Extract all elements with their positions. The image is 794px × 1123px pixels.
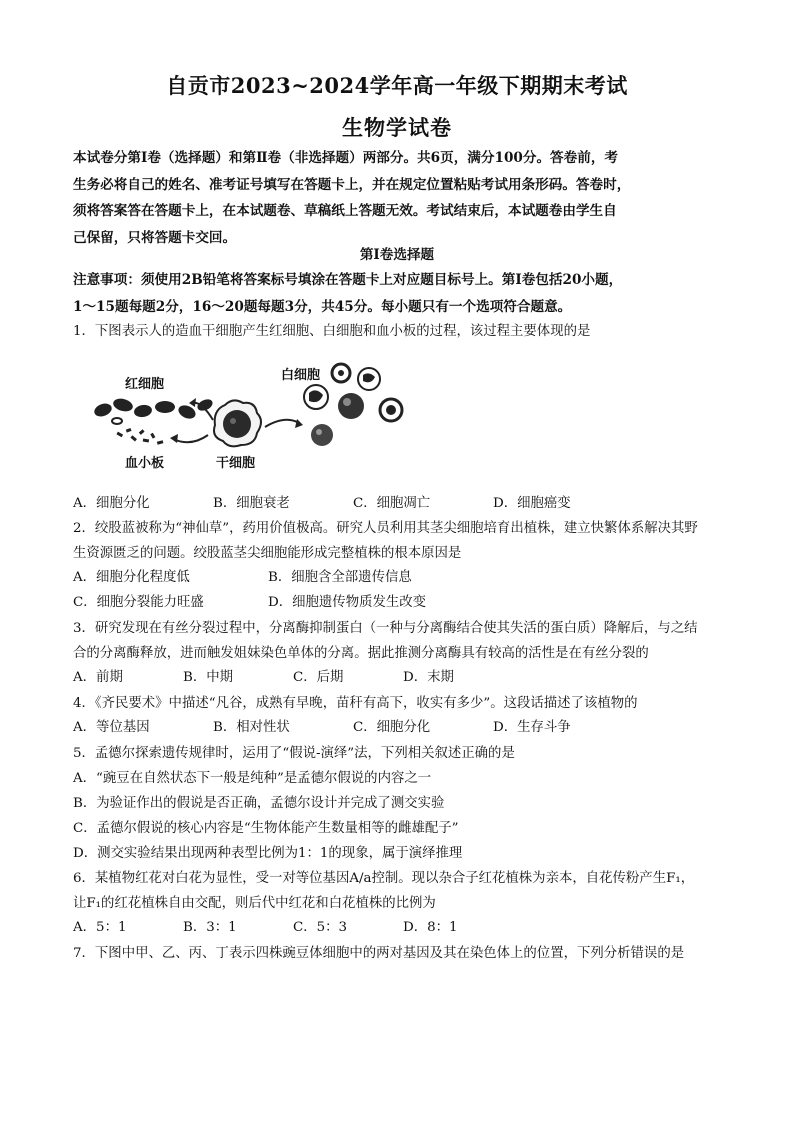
question-7-stem: 7．下图中甲、乙、丙、丁表示四株豌豆体细胞中的两对基因及其在染色体上的位置，下列分析错误的是 bbox=[73, 946, 685, 961]
option-a: A．“豌豆在自然状态下一般是纯种”是孟德尔假说的内容之一 bbox=[73, 771, 432, 786]
question-3-stem bbox=[73, 616, 733, 666]
question-2-stem bbox=[73, 516, 733, 566]
question-2-options-row1 bbox=[73, 566, 733, 591]
question-5-stem: 5．孟德尔探索遗传规律时，运用了“假说-演绎”法，下列相关叙述正确的是 bbox=[73, 746, 515, 761]
option-a: A．5：1 bbox=[73, 920, 127, 935]
arrow-to-white bbox=[265, 420, 299, 427]
arrow-to-platelet-head bbox=[170, 434, 178, 443]
question-3-options bbox=[73, 666, 733, 691]
option-a: A．等位基因 bbox=[73, 720, 150, 735]
option-c: C．细胞分化 bbox=[353, 720, 431, 735]
option-c: C．孟德尔假说的核心内容是“生物体能产生数量相等的雌雄配子” bbox=[73, 821, 459, 836]
option-d: D．测交实验结果出现两种表型比例为1：1的现象，属于演绎推理 bbox=[73, 846, 463, 861]
option-b: B．相对性状 bbox=[213, 720, 290, 735]
option-b: B．中期 bbox=[183, 670, 234, 685]
stem-line: 让F₁的红花植株自由交配，则后代中红花和白花植株的比例为 bbox=[73, 896, 436, 911]
intro-line: 本试卷分第Ⅰ卷（选择题）和第Ⅱ卷（非选择题）两部分。共6页，满分100分。答卷前，考 bbox=[73, 150, 619, 166]
intro-line: 须将答案答在答题卡上，在本试题卷、草稿纸上答题无效。考试结束后，本试题卷由学生自 bbox=[73, 203, 617, 219]
option-d: D．生存斗争 bbox=[493, 720, 571, 735]
intro-paragraph bbox=[73, 145, 733, 251]
stem-cell-diagram bbox=[73, 355, 418, 477]
option-c: C．后期 bbox=[293, 670, 344, 685]
label-red-cell: 红细胞 bbox=[125, 377, 165, 392]
option-c: C．5：3 bbox=[293, 920, 348, 935]
option-a: A．细胞分化 bbox=[73, 496, 150, 511]
label-white-cell: 白细胞 bbox=[281, 368, 321, 383]
notice-line: 注意事项：须使用2B铅笔将答案标号填涂在答题卡上对应题目标号上。第Ⅰ卷包括20小题， bbox=[73, 272, 623, 288]
arrow-to-platelet bbox=[173, 435, 208, 442]
stem-cell-figure bbox=[73, 355, 418, 477]
question-4-stem: 4．《齐民要术》中描述“凡谷，成熟有早晚，苗秆有高下，收实有多少”。这段话描述了该植物的 bbox=[73, 696, 638, 711]
arrow-to-white-head bbox=[295, 419, 303, 428]
option-d: D．细胞癌变 bbox=[493, 496, 571, 511]
question-1-stem: 1．下图表示人的造血干细胞产生红细胞、白细胞和血小板的过程，该过程主要体现的是 bbox=[73, 324, 591, 339]
option-d: D．末期 bbox=[403, 670, 454, 685]
option-b: B．为验证作出的假说是否正确，孟德尔设计并完成了测交实验 bbox=[73, 796, 445, 811]
section-title: 第Ⅰ卷选择题 bbox=[359, 247, 435, 263]
exam-title: 自贡市2023~2024学年高一年级下期期末考试 bbox=[166, 73, 628, 98]
question-6-options bbox=[73, 916, 733, 941]
option-c: C．细胞凋亡 bbox=[353, 496, 431, 511]
label-platelet: 血小板 bbox=[125, 456, 165, 471]
option-b: B．细胞衰老 bbox=[213, 496, 290, 511]
platelets bbox=[116, 428, 163, 445]
stem-line: 3．研究发现在有丝分裂过程中，分离酶抑制蛋白（一种与分离酶结合使其失活的蛋白质）降解后，与之结 bbox=[73, 621, 698, 636]
stem-line: 合的分离酶释放，进而触发姐妹染色单体的分离。据此推测分离酶具有较高的活性是在有丝分裂的 bbox=[73, 646, 649, 661]
option-b: B．细胞含全部遗传信息 bbox=[268, 570, 412, 585]
intro-line: 生务必将自己的姓名、准考证号填写在答题卡上，并在规定位置粘贴考试用条形码。答卷时， bbox=[73, 176, 631, 193]
question-2-options-row2 bbox=[73, 591, 733, 616]
exam-subtitle: 生物学试卷 bbox=[342, 115, 452, 140]
stem-line: 生资源匮乏的问题。绞股蓝茎尖细胞能形成完整植株的根本原因是 bbox=[73, 546, 462, 561]
option-a: A．细胞分化程度低 bbox=[73, 570, 190, 585]
option-c: C．细胞分裂能力旺盛 bbox=[73, 595, 204, 610]
notice-line: 1～15题每题2分，16～20题每题3分，共45分。每小题只有一个选项符合题意。 bbox=[73, 298, 572, 315]
question-1-options bbox=[73, 492, 733, 517]
option-b: B．3：1 bbox=[183, 920, 237, 935]
option-d: D．8：1 bbox=[403, 920, 458, 935]
intro-line: 己保留，只将答题卡交回。 bbox=[73, 229, 237, 246]
stem-line: 2．绞股蓝被称为“神仙草”，药用价值极高。研究人员利用其茎尖细胞培育出植株，建立快繁体系解决其野 bbox=[73, 521, 698, 536]
stem-line: 6．某植物红花对白花为显性，受一对等位基因A/a控制。现以杂合子红花植株为亲本，自花传粉产生F₁， bbox=[73, 871, 695, 886]
section-notice bbox=[73, 267, 733, 320]
red-blood-cells bbox=[92, 397, 214, 424]
label-stem-cell: 干细胞 bbox=[216, 456, 256, 471]
option-a: A．前期 bbox=[73, 670, 123, 685]
stem-cell bbox=[214, 400, 261, 446]
question-5-options bbox=[73, 766, 733, 866]
option-d: D．细胞遗传物质发生改变 bbox=[268, 595, 427, 610]
question-6-stem bbox=[73, 866, 733, 916]
arrow-to-red-head bbox=[189, 398, 196, 407]
question-4-options bbox=[73, 716, 733, 741]
